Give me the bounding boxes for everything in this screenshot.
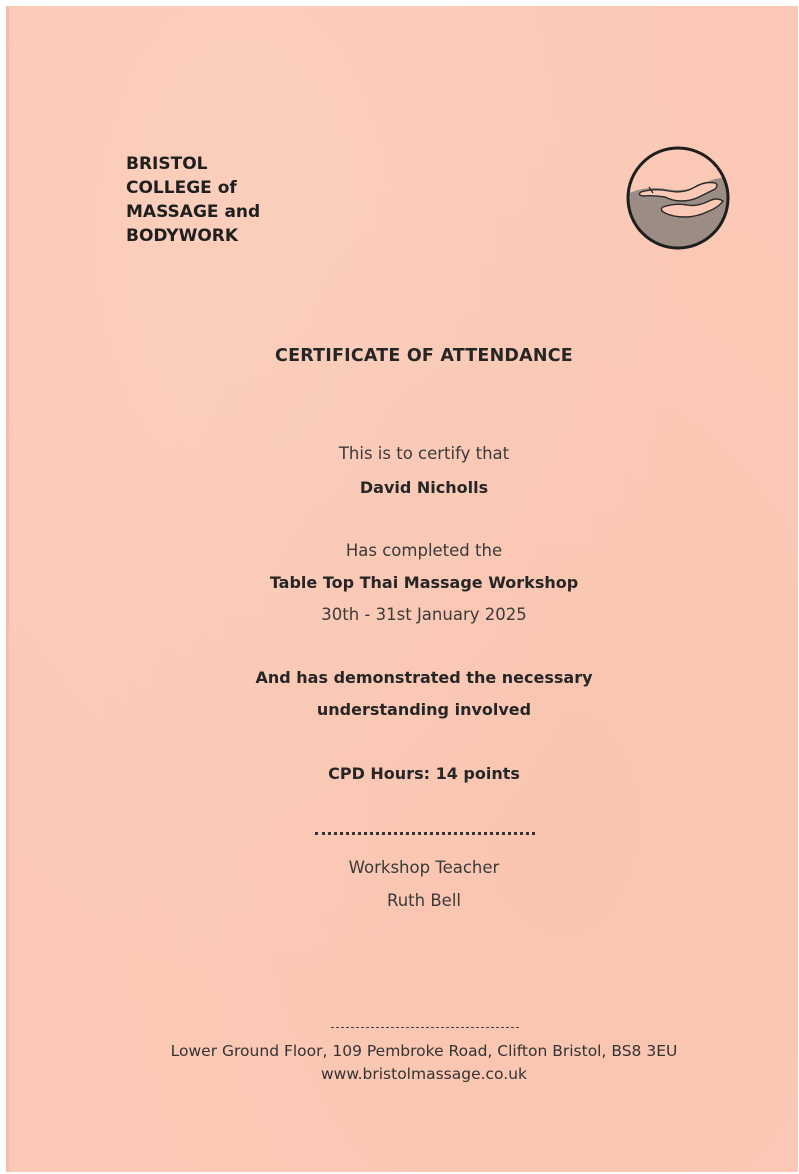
college-name-line-2: COLLEGE of: [126, 178, 237, 198]
footer-website: www.bristolmassage.co.uk: [320, 1065, 527, 1083]
college-name-line-4: BODYWORK: [126, 226, 239, 246]
college-name: [126, 152, 346, 248]
massage-hands-logo-icon: [625, 145, 731, 251]
completed-text: Has completed the: [345, 541, 503, 560]
teacher-role: Workshop Teacher: [348, 858, 500, 877]
cpd-hours: CPD Hours: 14 points: [328, 764, 520, 783]
teacher-name: Ruth Bell: [387, 891, 461, 910]
recipient-name: David Nicholls: [359, 478, 489, 497]
demonstrated-line-1: And has demonstrated the necessary: [255, 668, 593, 687]
workshop-name: Table Top Thai Massage Workshop: [269, 573, 579, 592]
workshop-dates: 30th - 31st January 2025: [321, 605, 527, 624]
college-name-line-1: BRISTOL: [126, 154, 208, 174]
certificate-page: [6, 6, 798, 1172]
footer-address: Lower Ground Floor, 109 Pembroke Road, Clifton Bristol, BS8 3EU: [170, 1042, 678, 1060]
footer-divider: [331, 1027, 519, 1028]
signature-line: [315, 832, 535, 835]
college-name-line-3: MASSAGE and: [126, 202, 261, 222]
certificate-title: CERTIFICATE OF ATTENDANCE: [275, 346, 573, 366]
demonstrated-line-2: understanding involved: [316, 700, 532, 719]
certify-text: This is to certify that: [338, 444, 510, 463]
